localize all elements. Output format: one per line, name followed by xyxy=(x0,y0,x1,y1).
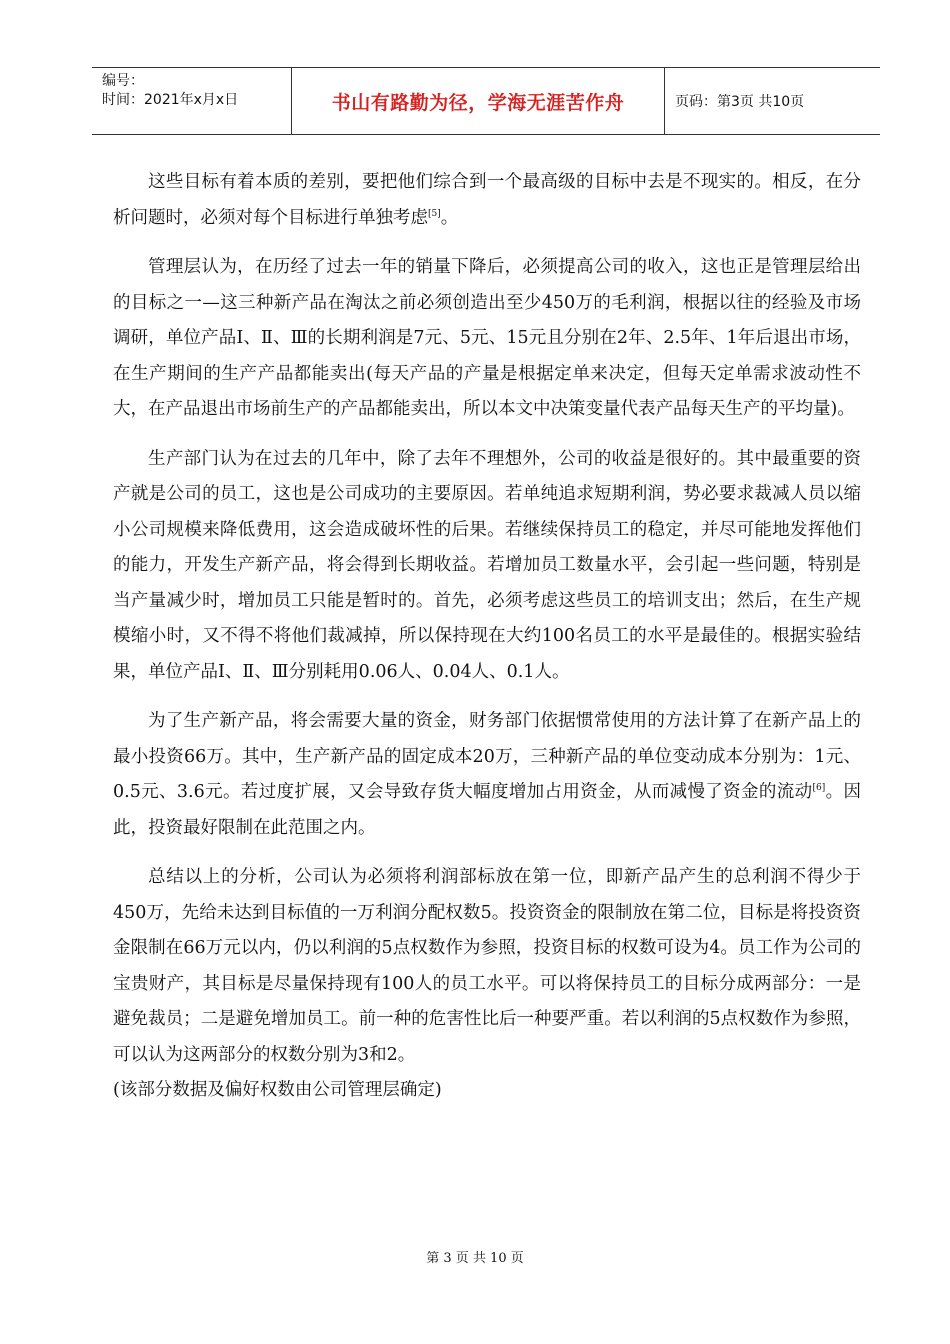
citation-ref: [6] xyxy=(812,783,826,794)
header-page-number: 页码：第3页 共10页 xyxy=(675,94,805,110)
paragraph-3: 生产部门认为在过去的几年中，除了去年不理想外，公司的收益是很好的。其中最重要的资产就是公司的员工，这也是公司成功的主要原因。若单纯追求短期利润，势必要求裁减人员以缩小公司规模来降低费用，这会造成破坏性的后果。若继续保持员工的稳定，并尽可能地发挥他们的能力，开发生产新产品，将会得到长期收益。若增加员工数量水平，会引起一些问题，特别是当产量减少时，增加员工只能是暂时的。首先，必须考虑这些员工的培训支出；然后，在生产规模缩小时，又不得不将他们裁减掉，所以保持现在大约100名员工的水平是最佳的。根据实验结果，单位产品Ⅰ、Ⅱ、Ⅲ分别耗用0.06人、0.04人、0.1人。 xyxy=(113,448,861,682)
time-label: 时间：2021年x月x日 xyxy=(102,92,239,108)
paragraph-1: 这些目标有着本质的差别，要把他们综合到一个最高级的目标中去是不现实的。相反，在分析问题时，必须对每个目标进行单独考虑[5]。 xyxy=(113,172,861,228)
header-motto: 书山有路勤为径，学海无涯苦作舟 xyxy=(292,68,665,134)
document-body xyxy=(113,165,861,1123)
page-footer: 第 3 页 共 10 页 xyxy=(426,1251,524,1266)
paragraph-4: 为了生产新产品，将会需要大量的资金，财务部门依据惯常使用的方法计算了在新产品上的最小投资66万。其中，生产新产品的固定成本20万，三种新产品的单位变动成本分别为：1元、0.5元、3.6元。若过度扩展，又会导致存货大幅度增加占用资金，从而减慢了资金的流动[6]。因此，投资最好限制在此范围之内。 xyxy=(113,711,861,838)
citation-ref: [5] xyxy=(428,208,441,219)
data-source-note: (该部分数据及偏好权数由公司管理层确定) xyxy=(113,1080,442,1100)
page-header xyxy=(92,67,880,135)
paragraph-2: 管理层认为，在历经了过去一年的销量下降后，必须提高公司的收入，这也正是管理层给出的目标之一—这三种新产品在淘汰之前必须创造出至少450万的毛利润，根据以往的经验及市场调研，单位产品Ⅰ、Ⅱ、Ⅲ的长期利润是7元、5元、15元且分别在2年、2.5年、1年后退出市场，在生产期间的生产产品都能卖出(每天产品的产量是根据定单来决定，但每天定单需求波动性不大，在产品退出市场前生产的产品都能卖出，所以本文中决策变量代表产品每天生产的平均量)。 xyxy=(113,257,861,419)
number-label: 编号： xyxy=(102,73,144,89)
header-meta xyxy=(92,68,292,134)
paragraph-5: 总结以上的分析，公司认为必须将利润部标放在第一位，即新产品产生的总利润不得少于450万，先给未达到目标值的一万利润分配权数5。投资资金的限制放在第二位，目标是将投资资金限制在66万元以内，仍以利润的5点权数作为参照，投资目标的权数可设为4。员工作为公司的宝贵财产，其目标是尽量保持现有100人的员工水平。可以将保持员工的目标分成两部分：一是避免裁员；二是避免增加员工。前一种的危害性比后一种要严重。若以利润的5点权数作为参照，可以认为这两部分的权数分别为3和2。 xyxy=(113,867,861,1065)
